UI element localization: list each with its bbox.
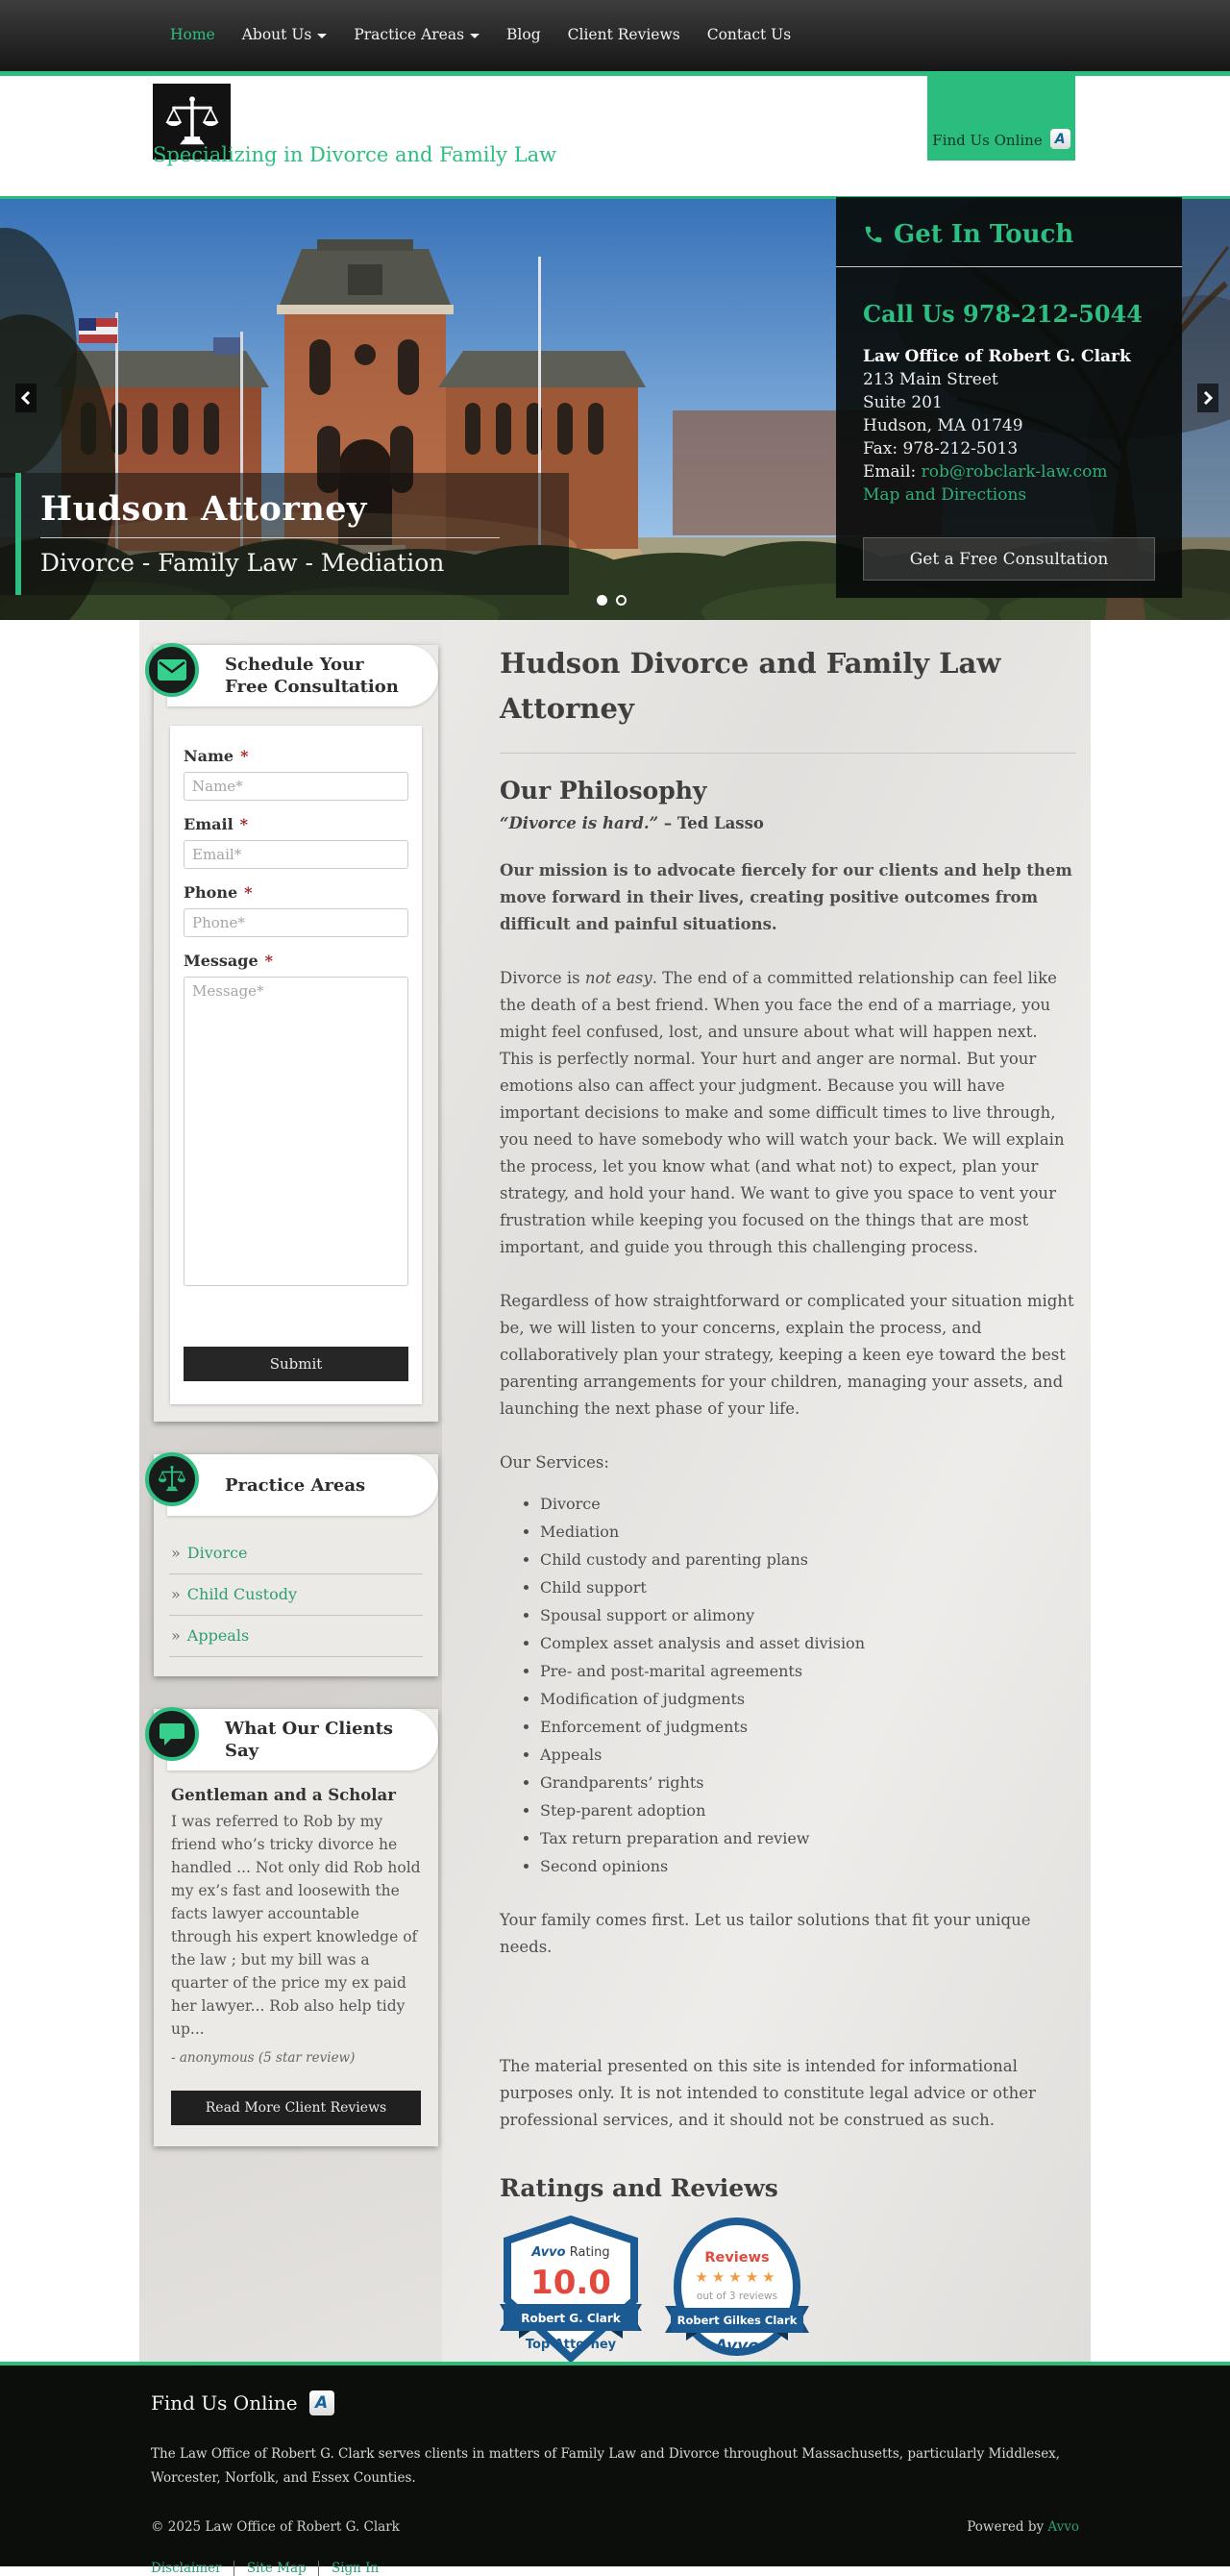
nav-item-home[interactable]	[157, 0, 229, 69]
avvo-rating-score: 10.0	[530, 2264, 611, 2302]
site-header	[0, 76, 1230, 199]
testimonials-widget	[154, 1709, 438, 2146]
closing-line: Your family comes first. Let us tailor solutions that fit your unique needs.	[500, 1911, 1031, 1956]
chevron-down-icon	[317, 34, 327, 38]
service-item: • Child support	[540, 1573, 1076, 1601]
read-more-reviews-button[interactable]: Read More Client Reviews	[171, 2091, 421, 2125]
scales-icon	[145, 1452, 199, 1506]
panel-title: Get In Touch	[894, 220, 1074, 249]
powered-by: Powered by Avvo	[967, 2519, 1079, 2535]
chevron-left-icon	[21, 390, 31, 406]
services-list	[523, 1490, 1076, 1880]
nav-item-client-reviews[interactable]	[554, 0, 694, 69]
fax-line: Fax: 978-212-5013	[863, 439, 1019, 458]
copyright-text: © 2025 Law Office of Robert G. Clark	[151, 2519, 400, 2535]
service-item: • Tax return preparation and review	[540, 1824, 1076, 1852]
divider	[500, 753, 1076, 754]
site-map-link[interactable]: Site Map	[247, 2561, 319, 2576]
carousel-dot[interactable]	[597, 595, 607, 606]
widget-header	[167, 1454, 438, 1516]
quote-text: “Divorce is hard.”	[500, 814, 659, 832]
message-field[interactable]	[184, 977, 408, 1286]
practice-areas-list	[169, 1533, 423, 1657]
practice-area-link[interactable]: Appeals	[186, 1626, 250, 1645]
widget-header	[167, 1709, 438, 1771]
free-consultation-button[interactable]: Get a Free Consultation	[863, 537, 1155, 581]
hero-carousel	[0, 199, 1230, 620]
philosophy-heading: Our Philosophy	[500, 777, 707, 805]
review-title: Gentleman and a Scholar	[171, 1786, 396, 1804]
practice-areas-widget	[154, 1454, 438, 1676]
widget-title: What Our Clients	[225, 1719, 394, 1739]
find-us-online-label: Find Us Online	[932, 132, 1043, 149]
service-item: • Grandparents’ rights	[540, 1769, 1076, 1796]
nav-label: Client Reviews	[567, 26, 680, 43]
review-body: I was referred to Rob by my friend who’s tricky divorce he handled ... Not only did Rob hold my ex’s fast and loosewith the facts lawyer accountable through his expert knowledge of the law ; but my bill was a quarter of the price my ex paid her lawyer... Rob also help tidy up...	[171, 1813, 421, 2038]
service-item: • Spousal support or alimony	[540, 1601, 1076, 1629]
required-asterisk: *	[239, 815, 249, 833]
hero-title: Hudson Attorney	[40, 489, 367, 529]
practice-area-link[interactable]: Divorce	[186, 1544, 248, 1562]
sidebar	[139, 620, 442, 2362]
scales-of-justice-icon	[164, 93, 220, 151]
required-asterisk: *	[244, 883, 253, 902]
email-field-label: Email	[184, 815, 234, 833]
nav-label: Contact Us	[706, 26, 792, 43]
avvo-letter: A	[1054, 131, 1066, 147]
disclaimer-text: The material presented on this site is intended for informational purposes only. It is not intended to constitute legal advice or other professional services, and it should not be construed as such.	[500, 2057, 1036, 2129]
review-author: - anonymous (5 star review)	[171, 2050, 356, 2066]
find-us-online-button[interactable]	[927, 71, 1075, 161]
practice-area-item-child-custody[interactable]	[169, 1574, 423, 1616]
envelope-icon	[145, 643, 199, 697]
widget-title: Schedule Your	[225, 655, 364, 675]
avvo-reviews-badge[interactable]	[665, 2216, 809, 2362]
speech-bubble-icon	[145, 1707, 199, 1761]
name-field[interactable]	[184, 772, 408, 801]
attorney-name: Robert G. Clark	[521, 2312, 621, 2325]
service-item: • Pre- and post-marital agreements	[540, 1657, 1076, 1685]
hero-caption	[0, 473, 569, 595]
get-in-touch-panel	[836, 197, 1182, 598]
reviews-label: Reviews	[704, 2250, 770, 2266]
panel-header	[836, 197, 1182, 267]
consultation-form	[170, 726, 422, 1404]
service-item: • Child custody and parenting plans	[540, 1546, 1076, 1573]
email-label: Email:	[863, 462, 922, 482]
chevron-right-icon	[1203, 390, 1213, 406]
body-paragraph: Regardless of how straightforward or complicated your situation might be, we will listen to your concerns, explain the process, and collaboratively plan your strategy, keeping a keen eye toward the best parenting arrangements for your children, managing your assets, and launching the next phase of your life.	[500, 1292, 1074, 1418]
footer-links	[151, 2561, 1079, 2576]
service-item: • Modification of judgments	[540, 1685, 1076, 1713]
content-area	[139, 620, 1091, 2362]
services-label: Our Services:	[500, 1453, 609, 1472]
chevron-down-icon	[470, 34, 480, 38]
consultation-widget	[154, 645, 438, 1422]
email-link[interactable]: rob@robclark-law.com	[921, 462, 1108, 482]
quote-attribution: – Ted Lasso	[658, 814, 764, 832]
svg-text:Avvo Rating	[530, 2245, 609, 2260]
carousel-next-button[interactable]	[1197, 384, 1218, 412]
practice-area-link[interactable]: Child Custody	[186, 1585, 298, 1603]
service-item: • Second opinions	[540, 1852, 1076, 1880]
nav-item-blog[interactable]	[493, 0, 554, 69]
nav-label: About Us	[241, 26, 312, 43]
service-item: • Divorce	[540, 1490, 1076, 1518]
widget-header	[167, 645, 438, 706]
hero-subtitle: Divorce - Family Law - Mediation	[40, 549, 445, 577]
main-content	[500, 620, 1076, 2362]
practice-area-item-appeals[interactable]	[169, 1616, 423, 1657]
map-directions-link[interactable]: Map and Directions	[863, 485, 1027, 505]
firm-name: Law Office of Robert G. Clark	[863, 347, 1131, 366]
service-item: • Complex asset analysis and asset division	[540, 1629, 1076, 1657]
widget-title: Say	[225, 1741, 259, 1761]
phone-field-label: Phone	[184, 883, 238, 902]
submit-button[interactable]: Submit	[184, 1347, 408, 1381]
message-field-label: Message	[184, 952, 258, 970]
address-line: 213 Main Street	[863, 370, 998, 389]
page-title: Hudson Divorce and Family Law Attorney	[500, 647, 1001, 725]
nav-label: Home	[170, 26, 215, 43]
mission-statement: Our mission is to advocate fiercely for our clients and help them move forward in their lives, creating positive outcomes from difficult and painful situations.	[500, 861, 1072, 933]
nav-item-contact-us[interactable]	[694, 0, 805, 69]
top-attorney-label: Top Attorney	[525, 2338, 617, 2352]
avvo-letter: A	[314, 2393, 329, 2413]
avvo-brand-text: Avvo	[531, 2245, 566, 2260]
footer-find-us	[151, 2390, 1079, 2415]
ratings-badges	[500, 2216, 1076, 2362]
phone-number[interactable]: Call Us 978-212-5044	[863, 300, 1143, 328]
footer-find-us-label: Find Us Online	[151, 2391, 298, 2415]
nav-label: Practice Areas	[354, 26, 465, 43]
carousel-prev-button[interactable]	[15, 384, 37, 412]
carousel-dot[interactable]	[616, 595, 627, 606]
sign-in-link[interactable]: Sign In	[331, 2561, 380, 2576]
quote	[500, 814, 1076, 832]
service-item: • Mediation	[540, 1518, 1076, 1546]
nav-item-practice-areas[interactable]	[340, 0, 493, 69]
avvo-link[interactable]: Avvo	[1047, 2519, 1079, 2535]
star-rating: ★★★★★	[695, 2268, 779, 2286]
ratings-heading: Ratings and Reviews	[500, 2174, 778, 2202]
email-field[interactable]	[184, 840, 408, 869]
service-item: • Appeals	[540, 1741, 1076, 1769]
link-bullet: »	[171, 1585, 181, 1603]
avvo-rating-badge[interactable]	[500, 2216, 642, 2362]
body-paragraph: Divorce is not easy. The end of a committed relationship can feel like the death of a best friend. When you face the end of a marriage, you might feel confused, lost, and unsure about what will happen next. This is perfectly normal. Your hurt and anger are normal. But your emotions also can affect your judgment. Because you will have important decisions to make and some difficult times to live through, you need to have somebody who will watch your back. We will explain the process, let you know what (and what not) to expect, plan your strategy, and hold your hand. We want to give you space to vent your frustration while keeping you focused on the things that are most important, and guide you through this challenging process.	[500, 969, 1065, 1256]
service-item: • Enforcement of judgments	[540, 1713, 1076, 1741]
attorney-name: Robert Gilkes Clark	[676, 2314, 798, 2327]
link-bullet: »	[171, 1626, 181, 1645]
phone-field[interactable]	[184, 908, 408, 937]
email-line	[863, 460, 1155, 483]
carousel-dots	[597, 595, 627, 606]
disclaimer-link[interactable]: Disclaimer	[151, 2561, 234, 2576]
main-nav	[0, 0, 1230, 76]
caption-divider	[40, 537, 500, 538]
service-item: • Step-parent adoption	[540, 1796, 1076, 1824]
rating-label: Rating	[565, 2245, 610, 2260]
review-count: out of 3 reviews	[696, 2291, 778, 2302]
footer-description: The Law Office of Robert G. Clark serves clients in matters of Family Law and Divorce throughout Massachusetts, particularly Middlesex, Worcester, Norfolk, and Essex Counties.	[151, 2446, 1061, 2486]
address-line: Hudson, MA 01749	[863, 416, 1023, 435]
caption-accent-bar	[15, 473, 21, 595]
avvo-brand-text: Avvo	[714, 2337, 760, 2356]
required-asterisk: *	[264, 952, 274, 970]
avvo-icon[interactable]	[309, 2390, 334, 2415]
site-footer	[0, 2362, 1230, 2576]
address-line: Suite 201	[863, 393, 943, 412]
nav-label: Blog	[506, 26, 541, 43]
widget-title: Practice Areas	[225, 1474, 366, 1496]
widget-title: Free Consultation	[225, 677, 399, 697]
link-bullet: »	[171, 1544, 181, 1562]
practice-area-item-divorce[interactable]	[169, 1533, 423, 1574]
site-tagline: Specializing in Divorce and Family Law	[153, 143, 557, 166]
required-asterisk: *	[240, 747, 249, 765]
name-field-label: Name	[184, 747, 234, 765]
phone-icon	[863, 224, 884, 245]
nav-item-about-us[interactable]	[229, 0, 341, 69]
avvo-icon	[1050, 129, 1070, 149]
